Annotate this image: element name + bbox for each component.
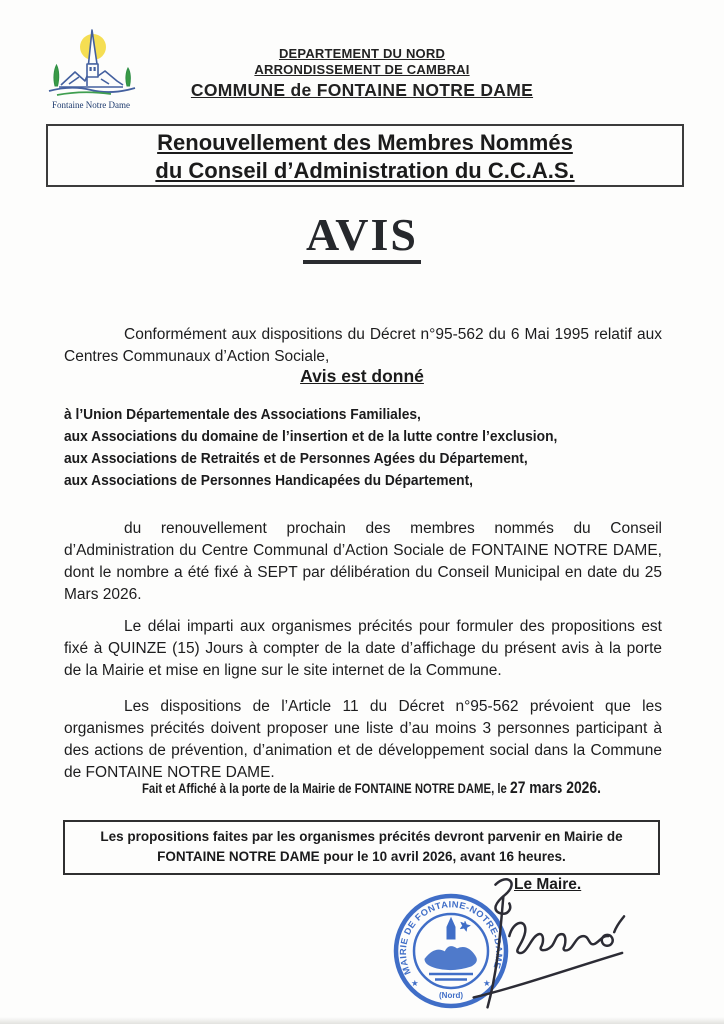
stamp-curved-text: MAIRIE DE FONTAINE-NOTRE-DAME xyxy=(397,899,505,977)
attestation-text: Fait et Affiché à la porte de la Mairie de FONTAINE NOTRE DAME, le xyxy=(142,781,510,796)
stamp-star-left-icon: ★ xyxy=(411,978,419,988)
header-departement: DEPARTEMENT DU NORD xyxy=(278,46,446,61)
stamp-star-right-icon: ★ xyxy=(483,978,491,988)
attestation-date: 27 mars 2026. xyxy=(509,779,601,797)
title-box xyxy=(46,124,684,187)
stamp-subtext: (Nord) xyxy=(439,991,463,1000)
title-line-2: du Conseil d’Administration du C.C.A.S. xyxy=(155,158,575,183)
mayor-signature-icon xyxy=(444,870,632,1020)
mayor-title: Le Maire. xyxy=(514,876,582,893)
recipients-list xyxy=(64,404,600,492)
logo-caption: Fontaine Notre Dame xyxy=(52,100,130,110)
avis-heading: AVIS xyxy=(303,212,421,264)
recipient-line: à l’Union Départementale des Associations Familiales, xyxy=(64,406,421,423)
attestation-line xyxy=(142,779,601,798)
notice-box: Les propositions faites par les organismes précités devront parvenir en Mairie de FONTAINE NOTRE DAME pour le 10 avril 2026, avant 16 heures. xyxy=(63,820,660,875)
recipient-line: aux Associations du domaine de l’insertion et de la lutte contre l’exclusion, xyxy=(64,428,558,445)
avis-heading-wrap xyxy=(0,209,724,264)
header-arrondissement: ARRONDISSEMENT DE CAMBRAI xyxy=(254,62,470,77)
body-paragraph-renouvellement: du renouvellement prochain des membres nommés du Conseil d’Administration du Centre Communal d’Action Sociale de FONTAINE NOTRE DAME, dont le nombre a été fixé à SEPT par délibération du Conseil Municipal en date du 25 Mars 2026. xyxy=(64,519,662,604)
intro-paragraph: Conformément aux dispositions du Décret n°95-562 du 6 Mai 1995 relatif aux Centres Communaux d’Action Sociale, xyxy=(64,325,662,365)
title-line-1: Renouvellement des Membres Nommés xyxy=(157,130,573,155)
body-paragraph-delai: Le délai imparti aux organismes précités pour formuler des propositions est fixé à QUINZE (15) Jours à compter de la date d’affichage du présent avis à la porte de la Mairie et mise en ligne sur le site internet de la Commune. xyxy=(64,617,662,680)
recipient-line: aux Associations de Retraités et de Personnes Agées du Département, xyxy=(64,450,528,467)
recipient-line: aux Associations de Personnes Handicapées du Département, xyxy=(64,472,474,489)
body-paragraph-article11: Les dispositions de l’Article 11 du Décret n°95-562 prévoient que les organismes précités doivent proposer une liste d’au moins 3 personnes participant à des actions de prévention, d’animation et de développement social dans la Commune de FONTAINE NOTRE DAME. xyxy=(64,697,662,782)
header-commune: COMMUNE de FONTAINE NOTRE DAME xyxy=(190,80,534,100)
admin-header xyxy=(0,46,724,101)
subheading-avis-est-donne: Avis est donné xyxy=(300,366,424,386)
